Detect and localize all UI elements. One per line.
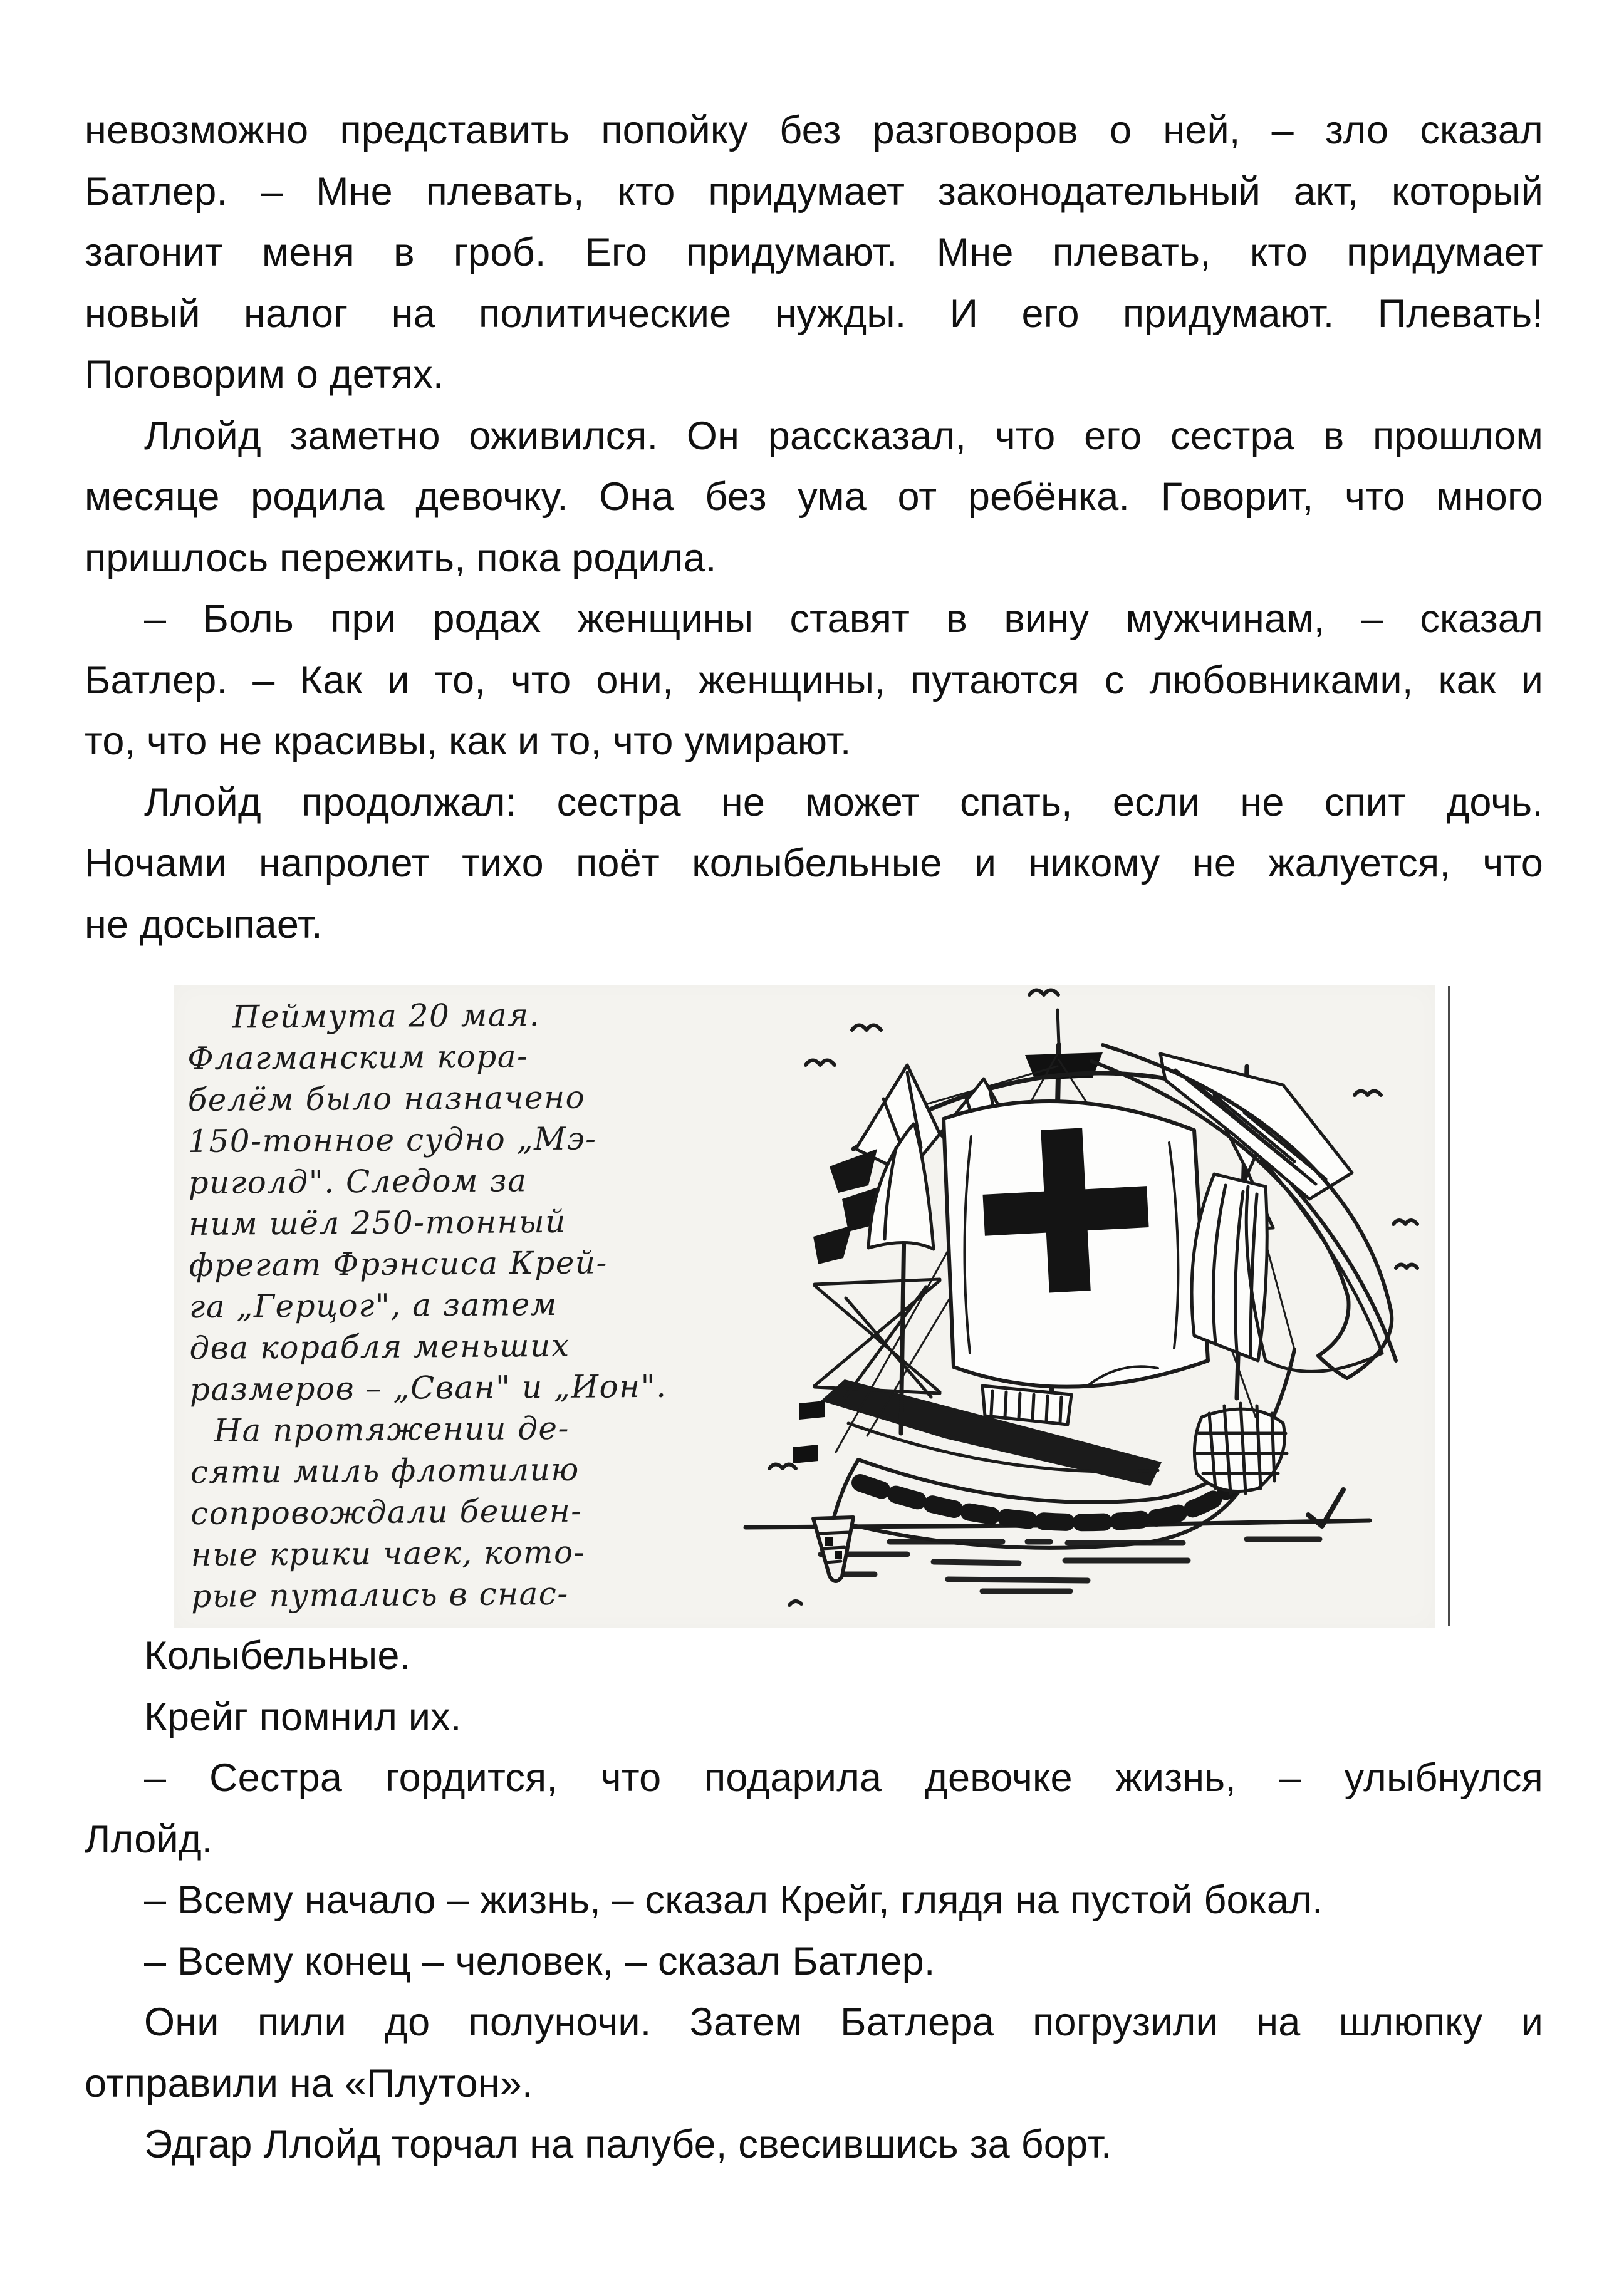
text-line: отправили на «Плутон». bbox=[85, 2061, 533, 2106]
text-line: невозможно представить попойку без разговоров о ней, – зло сказал bbox=[85, 108, 1543, 152]
handwriting-line: риголд". Следом за bbox=[188, 1162, 528, 1202]
ship-drawing-icon bbox=[719, 985, 1435, 1628]
handwriting-line: два корабля меньших bbox=[189, 1327, 570, 1367]
handwriting-line: га „Герцог", а затем bbox=[189, 1286, 558, 1326]
text-line: Батлер. – Как и то, что они, женщины, путаются с любовниками, как и bbox=[85, 658, 1543, 702]
text-line: Батлер. – Мне плевать, кто придумает законодательный акт, который bbox=[85, 169, 1543, 214]
paragraph bbox=[85, 1992, 1543, 2114]
body-text-top bbox=[85, 100, 1543, 955]
text-line: загонит меня в гроб. Его придумают. Мне плевать, кто придумает bbox=[85, 231, 1543, 274]
handwritten-note bbox=[187, 993, 732, 1617]
stern-lattice bbox=[1194, 1403, 1287, 1493]
paragraph bbox=[85, 1870, 1543, 1931]
handwriting-line: рые путались в снас- bbox=[191, 1575, 569, 1614]
handwriting-line: Пеймута 20 мая. bbox=[232, 997, 541, 1036]
handwriting-line: ные крики чаек, кото- bbox=[190, 1534, 586, 1573]
paragraph bbox=[85, 1748, 1543, 1870]
text-line: Поговорим о детях. bbox=[85, 353, 444, 397]
text-line: то, что не красивы, как и то, что умирают. bbox=[85, 719, 851, 763]
inset-scan bbox=[174, 985, 1435, 1628]
text-line: – Всему конец – человек, – сказал Батлер. bbox=[144, 1939, 935, 1983]
text-line: Крейг помнил их. bbox=[144, 1695, 462, 1739]
paragraph bbox=[85, 1626, 1543, 1687]
handwriting-line: размеров – „Сван" и „Ион". bbox=[189, 1368, 667, 1408]
paragraph bbox=[85, 100, 1543, 406]
paragraph bbox=[85, 589, 1543, 772]
text-line: пришлось пережить, пока родила. bbox=[85, 536, 717, 580]
text-line: Ллойд заметно оживился. Он рассказал, что его сестра в прошлом bbox=[144, 413, 1543, 458]
fore-sail bbox=[815, 1124, 940, 1398]
text-line: – Боль при родах женщины ставят в вину мужчинам, – сказал bbox=[144, 597, 1543, 641]
text-line: новый налог на политические нужды. И его придумают. Плевать! bbox=[85, 291, 1543, 336]
text-line: не досыпает. bbox=[85, 902, 323, 947]
handwriting-line: Флагманским кора- bbox=[187, 1038, 529, 1078]
handwriting-line: фрегат Фрэнсиса Крей- bbox=[189, 1244, 608, 1284]
paragraph bbox=[85, 406, 1543, 590]
handwriting-line: 150-тонное судно „Мэ- bbox=[187, 1120, 597, 1160]
paragraph bbox=[85, 772, 1543, 956]
text-line: – Всему начало – жизнь, – сказал Крейг, глядя на пустой бокал. bbox=[144, 1878, 1323, 1922]
paragraph bbox=[85, 1687, 1543, 1748]
paragraph bbox=[85, 2114, 1543, 2176]
handwriting-line: На протяжении де- bbox=[214, 1410, 570, 1449]
main-sail bbox=[944, 1101, 1208, 1387]
paragraph bbox=[85, 1931, 1543, 1993]
handwriting-line: ним шёл 250-тонный bbox=[188, 1203, 567, 1243]
text-line: Они пили до полуночи. Затем Батлера погрузили на шлюпку и bbox=[144, 2000, 1543, 2044]
handwriting-line: сопровождали бешен- bbox=[190, 1492, 583, 1532]
handwriting-line: сяти миль флотилию bbox=[190, 1451, 580, 1491]
text-line: Ночами напролет тихо поёт колыбельные и никому не жалуется, что bbox=[85, 841, 1543, 885]
text-line: – Сестра гордится, что подарила девочке жизнь, – улыбнулся bbox=[144, 1756, 1543, 1800]
text-line: Колыбельные. bbox=[144, 1634, 411, 1678]
handwriting-line: белём было назначено bbox=[187, 1079, 586, 1119]
text-line: Ллойд. bbox=[85, 1817, 213, 1861]
text-line: месяце родила девочку. Она без ума от ребёнка. Говорит, что много bbox=[85, 475, 1543, 519]
text-line: Эдгар Ллойд торчал на палубе, свесившись за борт. bbox=[144, 2122, 1112, 2166]
text-line: Ллойд продолжал: сестра не может спать, если не спит дочь. bbox=[144, 780, 1543, 824]
body-text-bottom bbox=[85, 1626, 1543, 2176]
inset-right-border bbox=[1448, 986, 1450, 1626]
